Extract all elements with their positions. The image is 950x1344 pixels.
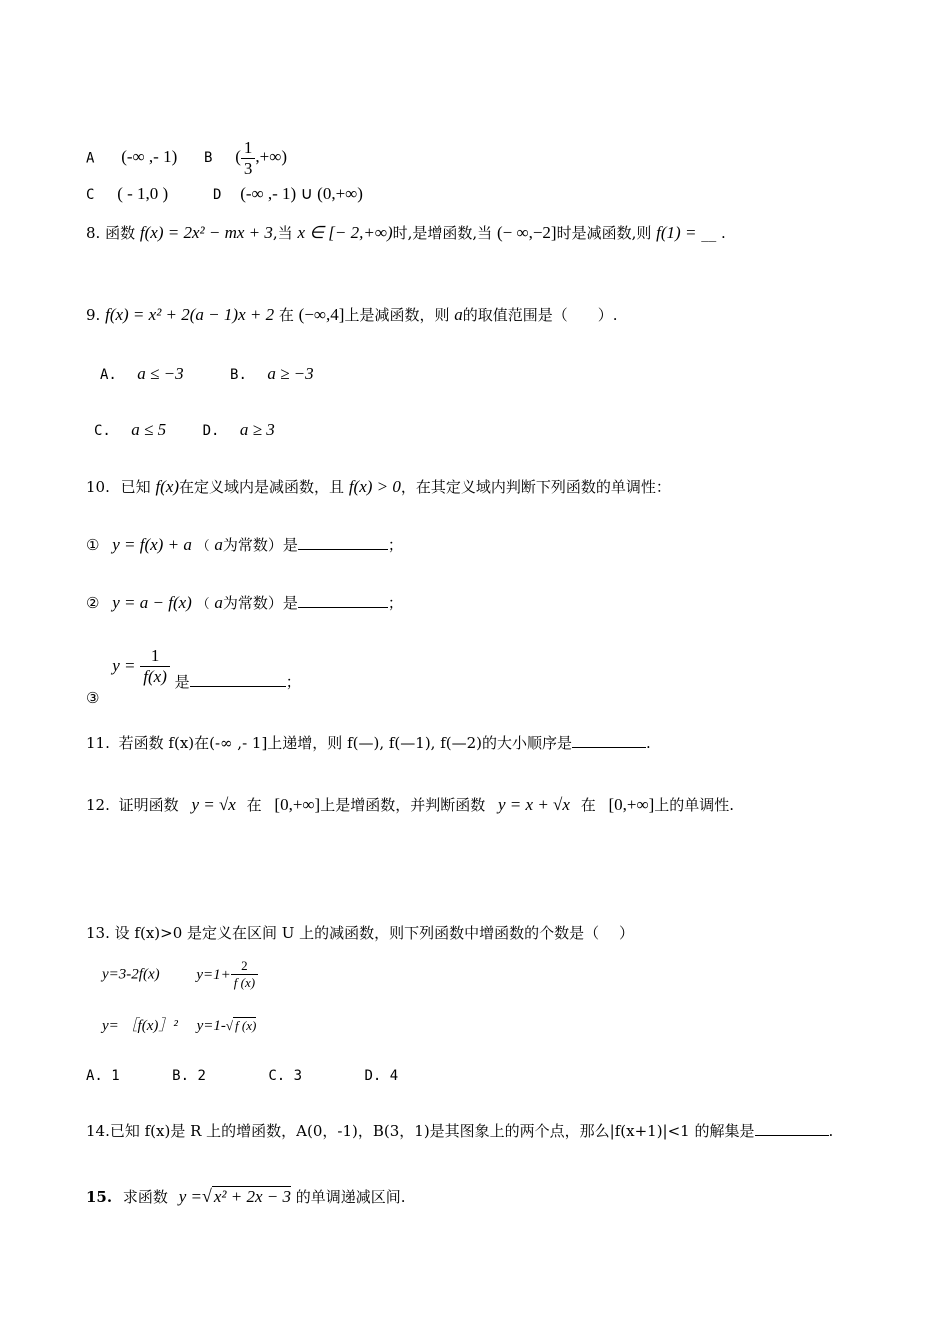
q7-option-d-label: D	[212, 187, 222, 203]
q11-end: .	[646, 734, 651, 752]
q9-row-ab	[100, 364, 314, 384]
q8-text-1: 函数	[105, 224, 136, 242]
q12-text-1: 证明函数	[118, 796, 179, 814]
q8-function-def: f(x) = 2x² − mx + 3	[139, 223, 273, 242]
q9-text-2: 上是减函数，则	[344, 306, 450, 324]
q9-option-a: a ≤ −3	[137, 364, 184, 383]
question-10	[86, 476, 671, 497]
q13-func-4-prefix: y=1-	[196, 1018, 226, 1034]
q10-text-1: 已知	[120, 478, 151, 496]
q10-item-1-blank[interactable]	[298, 549, 388, 550]
q9-interval: (−∞,4]	[298, 305, 345, 324]
q7-option-c: ( - 1,0 )	[117, 184, 169, 203]
q7-option-b-fraction	[241, 138, 256, 179]
q10-item-3	[86, 646, 301, 707]
q13-row-2: y= ［f(x)］² y=1-√ f (x)	[102, 1018, 257, 1034]
q9-option-b: a ≥ −3	[267, 364, 314, 383]
q10-condition: f(x) > 0	[348, 477, 401, 496]
q13-number: 13.	[86, 924, 110, 942]
q10-item-3-blank[interactable]	[190, 686, 286, 687]
q10-item-1-end: ；	[387, 536, 403, 554]
q7-b-numerator: 1	[243, 138, 253, 157]
q13-func-2-numerator: 2	[241, 958, 248, 973]
q15-number: 15.	[86, 1188, 113, 1206]
q7-b-denominator: 3	[241, 158, 256, 179]
q13-func-4-radicand: f (x)	[235, 1018, 257, 1033]
q12-text-4: 在	[580, 796, 596, 814]
q15-lhs: y =	[178, 1187, 202, 1206]
q12-text-5: 上的单调性.	[654, 796, 735, 814]
q9-option-b-label: B.	[230, 367, 247, 383]
q8-answer-blank: __ .	[701, 224, 726, 242]
q10-item-2-a: a	[214, 593, 223, 612]
q10-item-2-text: 为常数）是	[222, 594, 298, 612]
q12-text-2: 在	[246, 796, 262, 814]
question-8	[86, 222, 726, 243]
q7-option-b-label: B	[204, 150, 213, 167]
q10-item-3-text: 是	[174, 672, 190, 691]
q10-item-3-lhs: y =	[112, 655, 136, 675]
q10-item-1-text: 为常数）是	[222, 536, 298, 554]
q9-text-1: 在	[278, 306, 294, 324]
q10-text-3: ，在其定义域内判断下列函数的单调性：	[400, 478, 671, 496]
q8-text-3: 时,是增函数,当	[392, 224, 493, 242]
q13-options	[86, 1068, 398, 1084]
q10-item-1	[86, 534, 403, 555]
q14-answer-blank[interactable]	[755, 1135, 829, 1136]
q12-text-3: 上是增函数，并判断函数	[320, 796, 486, 814]
q13-func-1: y=3-2f(x)	[102, 966, 160, 983]
q13-option-a: A. 1	[86, 1068, 120, 1084]
q7-option-d: (-∞ ,- 1) ∪ (0,+∞)	[240, 184, 363, 203]
q10-item-2-blank[interactable]	[298, 607, 388, 608]
q10-item-1-mark: ①	[86, 536, 100, 554]
q10-item-1-open: （	[196, 539, 210, 554]
q9-number: 9.	[86, 306, 101, 324]
q13-func-2-fraction	[231, 958, 258, 991]
q11-text: 若函数 f(x)在(-∞ ,- 1]上递增，则 f(—), f(—1), f(—2)的大小顺序是	[118, 734, 573, 752]
question-14	[86, 1120, 833, 1141]
q9-option-a-label: A.	[100, 367, 117, 383]
q8-text-2: ,当	[272, 224, 293, 242]
q7-row-cd	[86, 184, 363, 204]
question-11	[86, 732, 651, 753]
question-13	[86, 922, 634, 943]
question-9	[86, 304, 618, 325]
q12-interval-2: [0,+∞]	[608, 795, 655, 814]
q11-answer-blank[interactable]	[572, 747, 646, 748]
q13-func-2-prefix: y=1+	[196, 966, 231, 983]
q9-text-3: 的取值范围是（ ）.	[462, 306, 618, 324]
q9-row-cd	[94, 420, 275, 440]
question-12	[86, 794, 734, 815]
q14-end: .	[828, 1122, 834, 1140]
q14-text: 已知 f(x)是 R 上的增函数，A(0，-1)，B(3，1)是其图象上的两个点，那么|f(x+1)|<1 的解集是	[109, 1122, 755, 1140]
q10-item-3-denominator: f(x)	[140, 666, 170, 687]
q9-var-a: a	[454, 305, 463, 324]
question-15: 15. 求函数 y =√ x² + 2x − 3 的单调递减区间.	[86, 1186, 406, 1206]
q13-func-2-denominator: f (x)	[231, 974, 258, 991]
q10-item-1-a: a	[214, 535, 223, 554]
q9-option-d: a ≥ 3	[239, 420, 275, 439]
q9-function-def: f(x) = x² + 2(a − 1)x + 2	[105, 305, 275, 324]
q10-item-3-mark: ③	[86, 688, 100, 707]
q8-number: 8.	[86, 224, 101, 242]
q7-row-ab	[86, 138, 287, 179]
q7-option-b-pre: (	[235, 147, 241, 167]
q7-option-a: (-∞ ,- 1)	[121, 147, 178, 167]
q9-option-c: a ≤ 5	[131, 420, 167, 439]
q12-interval-1: [0,+∞]	[274, 795, 321, 814]
q8-interval-2: (− ∞,−2]	[496, 223, 557, 242]
q15-text-1: 求函数	[122, 1188, 168, 1206]
q13-option-b: B. 2	[172, 1068, 206, 1084]
q12-number: 12.	[86, 796, 110, 814]
q10-item-2-math: y = a − f(x)	[112, 593, 192, 612]
q10-item-3-numerator: 1	[150, 646, 160, 665]
q12-func-2: y = x + √x	[498, 795, 570, 814]
q13-option-c: C. 3	[268, 1068, 303, 1084]
q10-item-3-end: ；	[285, 672, 301, 691]
q10-fx: f(x)	[155, 477, 180, 496]
q9-option-d-label: D.	[202, 423, 220, 439]
q10-item-2-open: （	[196, 597, 210, 612]
q13-option-d: D. 4	[364, 1068, 399, 1084]
q10-item-2-mark: ②	[86, 594, 100, 612]
q10-number: 10.	[86, 478, 110, 496]
q7-option-b-post: ,+∞)	[255, 147, 288, 167]
q8-f1: f(1) =	[656, 223, 697, 242]
q14-number: 14.	[86, 1122, 110, 1140]
q13-func-3: y= ［f(x)］²	[102, 1018, 178, 1034]
q8-text-4: 时是减函数,则	[556, 224, 652, 242]
q15-radicand: x² + 2x − 3	[213, 1187, 291, 1206]
q10-item-2	[86, 592, 403, 613]
q10-item-1-math: y = f(x) + a	[112, 535, 192, 554]
q7-option-b	[235, 138, 288, 178]
q12-func-1: y = √x	[191, 795, 236, 814]
q10-item-2-end: ；	[387, 594, 403, 612]
q11-number: 11.	[86, 734, 110, 752]
q8-interval-1: x ∈ [− 2,+∞)	[297, 223, 393, 242]
q9-option-c-label: C.	[94, 423, 111, 439]
q15-text-2: 的单调递减区间.	[295, 1188, 406, 1206]
q10-text-2: 在定义域内是减函数，且	[179, 478, 345, 496]
q7-option-c-label: C	[86, 187, 95, 203]
q13-text: 设 f(x)>0 是定义在区间 U 上的减函数，则下列函数中增函数的个数是（ ）	[114, 924, 634, 942]
q13-row-1	[102, 958, 258, 991]
q10-item-3-fraction	[140, 646, 170, 687]
q7-option-a-label: A	[86, 150, 95, 167]
